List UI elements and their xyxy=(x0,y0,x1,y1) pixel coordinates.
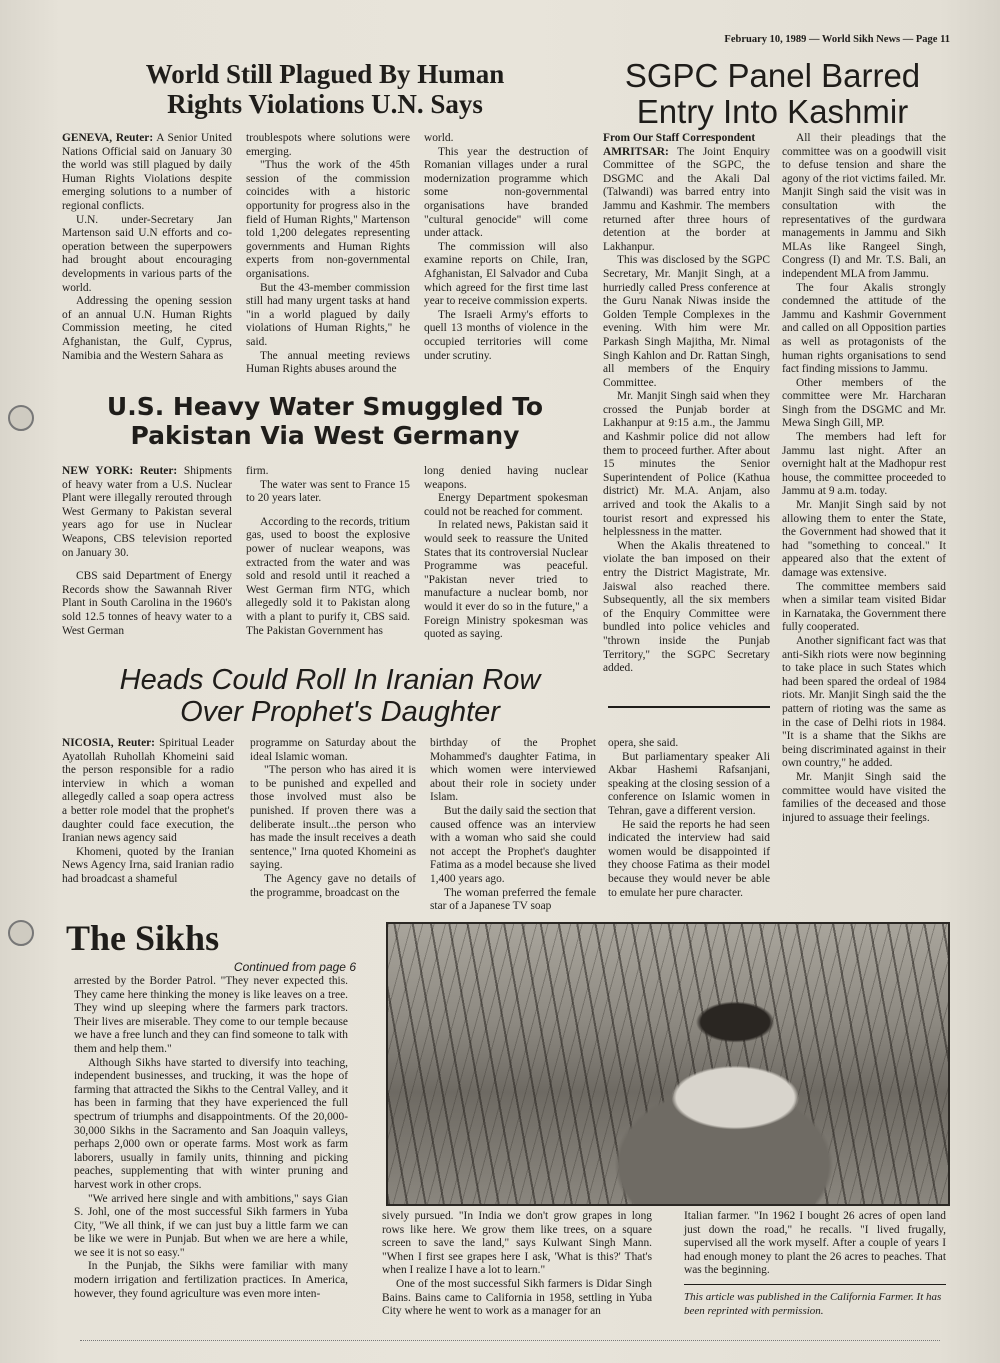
iranian-row-column-2 xyxy=(250,737,416,900)
human-rights-text: troublespots where solutions were emerging. xyxy=(246,132,410,158)
sikhs-column-3 xyxy=(684,1210,946,1278)
human-rights-dateline: GENEVA, Reuter: xyxy=(62,132,154,144)
page-bottom-dotted-rule xyxy=(80,1340,940,1341)
iranian-row-text: Khomeni, quoted by the Iranian News Agency Irna, said Iranian radio had broadcast a shameful xyxy=(62,845,234,885)
binder-hole-top xyxy=(8,405,34,431)
human-rights-text: Addressing the opening session of an annual U.N. Human Rights Commission meeting, he cited Afghanistan, the Gulf, Cyprus, Namibia and the Western Sahara as xyxy=(62,295,232,362)
binder-hole-bottom xyxy=(8,920,34,946)
heavy-water-column-3 xyxy=(424,465,588,642)
heavy-water-text: long denied having nuclear weapons. xyxy=(424,465,588,491)
sgpc-text: This was disclosed by the SGPC Secretary, Mr. Manjit Singh, at a hurriedly called Press conference at the Guru Nanak Niwas inside the Golden Temple Complexes in the evening. With him were Mr. Parkash Singh Majitha, Mr. Nimal Singh Kahlon and Dr. Rattan Singh, all members of the Enquiry Committee. xyxy=(603,254,770,389)
sgpc-text: The committee members said when a similar team visited Bidar in Karnataka, the Government there fully cooperated. xyxy=(782,580,946,634)
human-rights-text: The annual meeting reviews Human Rights abuses around the xyxy=(246,349,410,376)
sgpc-end-rule xyxy=(608,706,770,708)
sgpc-column-2 xyxy=(782,132,946,825)
human-rights-column-3 xyxy=(424,132,588,363)
page-folio: February 10, 1989 — World Sikh News — Page 11 xyxy=(724,34,950,45)
human-rights-text: This year the destruction of Romanian villages under a rural modernization programme which some non-governmental organisations have branded "cultural genocide" will come under attack. xyxy=(424,145,588,240)
iranian-row-column-1 xyxy=(62,737,234,887)
sikhs-headline-block xyxy=(66,920,356,974)
iranian-row-text: But parliamentary speaker Ali Akbar Hashemi Rafsanjani, speaking at the closing session of a conference on Islamic women in Tehran, gave a different version. xyxy=(608,750,770,817)
heavy-water-text: According to the records, tritium gas, used to boost the explosive power of nuclear weapons, was extracted from the water and was sold and resold until it reached a West German firm NTG, which allegedly sold it to Pakistan along with a plant to purify it, CBS said. The Pakistan Government has xyxy=(246,515,410,637)
iranian-row-headline xyxy=(60,664,600,729)
human-rights-text: But the 43-member commission still had many urgent tasks at hand "in a world plagued by daily violations of Human Rights," he said. xyxy=(246,281,410,348)
iranian-row-column-3 xyxy=(430,737,596,914)
sikhs-column-1 xyxy=(74,975,348,1301)
human-rights-headline-line-2: Rights Violations U.N. Says xyxy=(167,88,483,119)
human-rights-text: The commission will also examine reports on Chile, Iran, Afghanistan, El Salvador and Cuba which agreed for the first time last year to receive commission experts. xyxy=(424,240,588,308)
sgpc-headline-line-1: SGPC Panel Barred xyxy=(624,57,921,94)
iranian-row-text: But the daily said the section that caused offence was an interview with a woman who said she could not accept the Prophet's daughter Fatima as a model because she lived 1,400 years ago. xyxy=(430,804,596,885)
human-rights-column-2 xyxy=(246,132,410,377)
heavy-water-text: CBS said Department of Energy Records show the Sawannah River Plant in South Carolina in the 1960's sold 12.5 tonnes of heavy water to a West German xyxy=(62,570,232,637)
heavy-water-headline-line-2: Pakistan Via West Germany xyxy=(130,420,520,450)
sikhs-text: sively pursued. "In India we don't grow grapes in long rows like here. We grow them like trees, on a square screen to save the land," says Kulwant Singh Mann. "When I first see grapes here I ask, 'What is this?' That's when I realize I have a lot to learn." xyxy=(382,1210,652,1277)
iranian-row-headline-line-2: Over Prophet's Daughter xyxy=(180,696,500,729)
sgpc-text: Other members of the committee were Mr. Harcharan Singh from the DSGMC and Mr. Mewa Singh Gill, MP. xyxy=(782,376,946,430)
heavy-water-text: In related news, Pakistan said it would seek to reassure the United States that its controversial Nuclear Programme was peaceful. "Pakistan never tried to manufacture a nuclear bomb, nor would it ever do so in the future," a Foreign Ministry spokesman was quoted as saying. xyxy=(424,519,588,641)
human-rights-text: U.N. under-Secretary Jan Martenson said U.N efforts and co-operation between the superpowers had brought about encouraging developments in various parts of the world. xyxy=(62,213,232,294)
heavy-water-text: The water was sent to France 15 to 20 years later. xyxy=(246,478,410,505)
sikhs-text: In the Punjab, the Sikhs were familiar with many modern irrigation and fertilization practices. In America, however, they found agriculture was even more inten- xyxy=(74,1260,348,1300)
sgpc-text: When the Akalis threatened to violate the ban imposed on their entry the District Magistrate, Mr. Jaiswal also reached there. Subsequently, all the six members of the Enquiry Committee were bundled into police vehicles and "thrown inside the Punjab Territory," the SGPC Secretary added. xyxy=(603,539,770,675)
sikh-farmer-photo xyxy=(386,922,950,1206)
iranian-row-text: The woman preferred the female star of a Japanese TV soap xyxy=(430,886,596,913)
heavy-water-column-1 xyxy=(62,465,232,638)
sikhs-text: arrested by the Border Patrol. "They never expected this. They came here thinking the money is like leaves on a tree. They wind up sleeping where the farmers park tractors. Their lives are miserable. They come to our temple because we have a free lunch and they can find someone to talk with them and help them." xyxy=(74,975,348,1055)
human-rights-text: A Senior United Nations Official said on January 30 the world was still plagued by daily Human Rights Violations despite emerging solutions to a number of regional conflicts. xyxy=(62,132,232,212)
heavy-water-text: Energy Department spokesman could not be reached for comment. xyxy=(424,492,588,518)
sgpc-headline xyxy=(600,58,945,129)
sgpc-dateline: AMRITSAR: xyxy=(603,145,669,158)
sikhs-column-2 xyxy=(382,1210,652,1319)
heavy-water-dateline: NEW YORK: Reuter: xyxy=(62,465,178,477)
human-rights-text: "Thus the work of the 45th session of the commission coincides with a historic opportunity for progress also in the field of Human Rights," Martenson told 1,200 delegates representing governments and Human Rights experts from non-governmental organisations. xyxy=(246,159,410,280)
iranian-row-text: "The person who has aired it is to be punished and expelled and those involved must also be punished. If proven there was a deliberate insult...the person who has made the insult receives a death sentence," Irna quoted Khomeini as saying. xyxy=(250,764,416,872)
sgpc-text: The Joint Enquiry Committee of the SGPC, the DSGMC and the Akali Dal (Talwandi) was barred entry into Jammu and Kashmir. The members returned after three hours of detention at the border at Lakhanpur. xyxy=(603,145,770,253)
iranian-row-dateline: NICOSIA, Reuter: xyxy=(62,737,155,749)
iranian-row-text: opera, she said. xyxy=(608,737,679,749)
sgpc-text: The members had left for Jammu last night. After an overnight halt at the Madhopur rest house, the committee proceeded to Jammu at 9 a.m. today. xyxy=(782,431,946,498)
human-rights-headline xyxy=(60,60,590,119)
iranian-row-column-4 xyxy=(608,737,770,900)
heavy-water-column-2 xyxy=(246,465,410,638)
sgpc-column-1 xyxy=(603,132,770,676)
sgpc-text: Another significant fact was that anti-Sikh riots were now beginning to take place in such States which had been spared the ordeal of 1984 riots. Mr. Manjit Singh said the the pattern of rioting was the same as in the case of Delhi riots in 1984. "It is a shame that the Sikhs are being discriminated against in their own country," he added. xyxy=(782,634,946,770)
human-rights-column-1 xyxy=(62,132,232,363)
reprint-credit: This article was published in the California Farmer. It has been reprinted with permission. xyxy=(684,1291,942,1317)
sgpc-text: Mr. Manjit Singh said when they crossed the Punjab border at Lakhanpur at 9:15 a.m., the Jammu and Kashmir police did not allow them to proceed further. After about 15 minutes the Senior Superintendent of Police (Kathua district) Mr. M.A. Anjam, also arrived and took the Akalis to a tourist resort and expressed his helplessness in the matter. xyxy=(603,390,770,539)
iranian-row-text: He said the reports he had seen indicated the interview had said women would be disappointed if they choose Fatima as their model because they would never be able to emulate her pure character. xyxy=(608,818,770,899)
heavy-water-headline xyxy=(60,393,590,451)
iranian-row-text: programme on Saturday about the ideal Islamic woman. xyxy=(250,737,416,763)
iranian-row-headline-line-1: Heads Could Roll In Iranian Row xyxy=(119,664,541,696)
sgpc-text: Mr. Manjit Singh said by not allowing them to enter the State, the Government had showed that it had "something to conceal." It appeared also that the extent of damage was extensive. xyxy=(782,499,946,579)
iranian-row-text: Spiritual Leader Ayatollah Ruhollah Khomeini said the person responsible for a radio interview in which a woman allegedly called a soap opera actress a better role model that the prophet's daughter could face execution, the Iranian news agency said xyxy=(62,737,234,845)
sikhs-text: Although Sikhs have started to diversify into teaching, independent businesses, and trucking, it was the hope of farming that attracted the Sikhs to the Central Valley, and it has been in farming that they have experienced the full spectrum of triumphs and disappointments. Of the 20,000-30,000 Sikhs in the Sacramento and San Joaquin valleys, perhaps 2,000 own or operate farms. Most work as farm laborers, usually in family units, thinning and picking peaches, supplementing that with winter pruning and harvest work in other crops. xyxy=(74,1056,348,1191)
sgpc-text: All their pleadings that the committee was on a goodwill visit to defuse tension and share the agony of the riot victims failed. Mr. Manjit Singh said the visit was in consultation with the representatives of the gurdwara managements in Jammu and Sikh MLAs like Rangeel Singh, Congress (I) and Mr. T.S. Bali, an independent MLA from Jammu. xyxy=(782,132,946,280)
heavy-water-headline-line-1: U.S. Heavy Water Smuggled To xyxy=(106,392,544,421)
sikhs-text: Italian farmer. "In 1962 I bought 26 acres of open land just down the road," he recalls. "I lived frugally, supervised all the work myself. After a couple of years I had enough money to plant the 26 acres to peaches. That was the beginning. xyxy=(684,1210,946,1277)
sikhs-text: "We arrived here single and with ambitions," says Gian S. Johl, one of the most successful Sikh farmers in Yuba City, "We all think, if we can just buy a little farm we can be like we were in Punjab. But when we are here a while, we see it is not so easy." xyxy=(74,1192,348,1259)
sikhs-text: One of the most successful Sikh farmers is Didar Singh Bains. Bains came to California in 1958, settling in Yuba City where he went to work as a manager for an xyxy=(382,1277,652,1318)
sgpc-byline: From Our Staff Correspondent xyxy=(603,132,756,144)
heavy-water-text: Shipments of heavy water from a U.S. Nuclear Plant were illegally rerouted through West Germany to Pakistan several years ago for use in Nuclear Weapons, CBS television reported on January 30. xyxy=(62,465,232,559)
sikhs-continued-note: Continued from page 6 xyxy=(233,960,356,974)
iranian-row-text: The Agency gave no details of the programme, broadcast on the xyxy=(250,872,416,899)
sgpc-headline-line-2: Entry Into Kashmir xyxy=(636,92,909,130)
sgpc-text: Mr. Manjit Singh said the committee would have visited the families of the deceased and those injured to assuage their feelings. xyxy=(782,770,946,824)
human-rights-headline-line-1: World Still Plagued By Human xyxy=(145,59,505,89)
sgpc-text: The four Akalis strongly condemned the attitude of the Jammu and Kashmir Government and called on all Opposition parties as well as protagonists of the human rights organisations to send fact finding missions to Jammu. xyxy=(782,281,946,376)
human-rights-text: world. xyxy=(424,132,454,144)
heavy-water-text: firm. xyxy=(246,465,269,477)
human-rights-text: The Israeli Army's efforts to quell 13 months of violence in the occupied territories will come under scrutiny. xyxy=(424,308,588,362)
credit-rule xyxy=(684,1284,946,1285)
iranian-row-text: birthday of the Prophet Mohammed's daughter Fatima, in which women were interviewed about their role in society under Islam. xyxy=(430,737,596,804)
sikhs-headline: The Sikhs xyxy=(66,918,220,958)
